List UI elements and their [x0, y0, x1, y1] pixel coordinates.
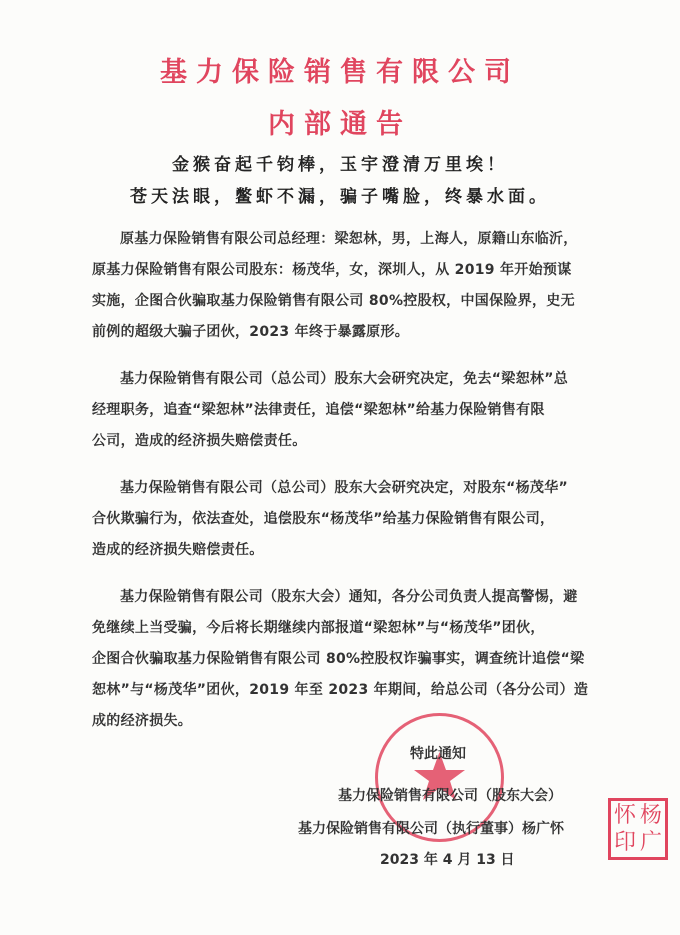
seal-char: 广 [639, 830, 662, 855]
company-title: 基力保险销售有限公司 [160, 57, 520, 88]
personal-seal [608, 798, 668, 860]
paragraph-2-line: 经理职务，追查“梁恕林”法律责任，追偿“梁恕林”给基力保险销售有限 [92, 402, 545, 418]
paragraph-4-line: 恕林”与“杨茂华”团伙，2019 年至 2023 年期间，给总公司（各分公司）造 [92, 682, 589, 698]
issuer-text: 基力保险销售有限公司（股东大会） [338, 788, 562, 804]
paragraph-4-line: 基力保险销售有限公司（股东大会）通知，各分公司负责人提高警惕，避 [120, 589, 578, 605]
paragraph-2 [92, 364, 652, 457]
signer-text: 基力保险销售有限公司（执行董事）杨广怀 [298, 821, 564, 837]
paragraph-1 [92, 224, 652, 348]
seal-char: 怀 [614, 803, 637, 828]
poem-line-2: 苍天法眼，鳖虾不漏，骗子嘴脸，终暴水面。 [130, 187, 550, 207]
document-body [92, 224, 652, 753]
seal-char: 杨 [639, 803, 662, 828]
paragraph-3-line: 合伙欺骗行为，依法查处，追偿股东“杨茂华”给基力保险销售有限公司， [92, 511, 555, 527]
seal-char: 印 [614, 830, 637, 855]
paragraph-4-line: 免继续上当受骗，今后将长期继续内部报道“梁恕林”与“杨茂华”团伙， [92, 620, 545, 636]
paragraph-3-line: 造成的经济损失赔偿责任。 [92, 542, 264, 558]
paragraph-4-line: 成的经济损失。 [92, 713, 193, 729]
paragraph-1-line: 原基力保险销售有限公司总经理：梁恕林，男，上海人，原籍山东临沂， [120, 231, 578, 247]
document-title: 内部通告 [268, 109, 412, 140]
paragraph-1-line: 实施，企图合伙骗取基力保险销售有限公司 80%控股权，中国保险界，史无 [92, 293, 575, 309]
paragraph-2-line: 公司，造成的经济损失赔偿责任。 [92, 433, 307, 449]
paragraph-2-line: 基力保险销售有限公司（总公司）股东大会研究决定，免去“梁恕林”总 [120, 371, 569, 387]
poem-line-1: 金猴奋起千钧棒，玉宇澄清万里埃！ [172, 155, 508, 175]
paragraph-3 [92, 473, 652, 566]
date-text: 2023 年 4 月 13 日 [380, 852, 515, 868]
paragraph-1-line: 原基力保险销售有限公司股东：杨茂华，女，深圳人，从 2019 年开始预谋 [92, 262, 572, 278]
paragraph-3-line: 基力保险销售有限公司（总公司）股东大会研究决定，对股东“杨茂华” [120, 480, 569, 496]
closing-text: 特此通知 [410, 746, 466, 762]
paragraph-1-line: 前例的超级大骗子团伙，2023 年终于暴露原形。 [92, 324, 410, 340]
paragraph-4-line: 企图合伙骗取基力保险销售有限公司 80%控股权诈骗事实，调查统计追偿“梁 [92, 651, 585, 667]
